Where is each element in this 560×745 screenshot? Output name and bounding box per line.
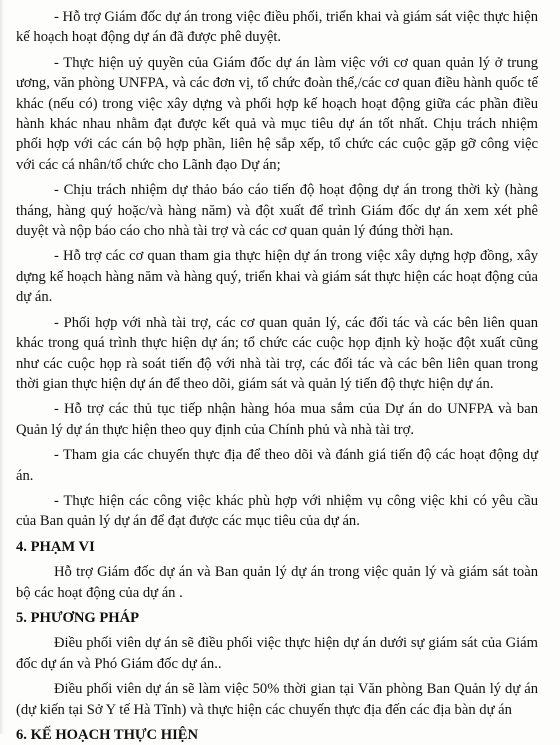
section-heading-plan: 6. KẾ HOẠCH THỰC HIỆN [16,727,199,743]
paragraph-support-agencies: - Hỗ trợ các cơ quan tham gia thực hiện dự án trong việc xây dựng hợp đồng, xây dựng kế hoạch hàng năm và hàng quý, triển khai và giám sát thực hiện các hoạt động của dự án. [16,248,538,306]
paragraph-support-director: - Hỗ trợ Giám đốc dự án trong việc điều phối, triển khai và giám sát việc thực hiện kế hoạch hoạt động dự án đã được phê duyệt. [16,9,538,46]
paragraph-method-2: Điều phối viên dự án sẽ làm việc 50% thời gian tại Văn phòng Ban Quản lý dự án (dự kiến tại Sở Y tế Hà Tĩnh) và thực hiện các chuyến thực địa đến các địa bàn dự án [16,681,538,718]
paragraph-field-trips: - Tham gia các chuyến thực địa để theo dõi và đánh giá tiến độ các hoạt động dự án. [16,447,538,484]
section-heading-method: 5. PHƯƠNG PHÁP [16,609,140,626]
paragraph-coordination: - Phối hợp với nhà tài trợ, các cơ quan quản lý, các đối tác và các bên liên quan khác trong quá trình thực hiện dự án; tổ chức các cuộc họp định kỳ hoặc đột xuất cũng như các cuộc họp rà soát tiến độ với nhà tài trợ, các đối tác và các bên liên quan trong thời gian thực hiện dự án để theo dõi, giám sát và quản lý tiến độ thực hiện dự án. [16,314,538,392]
paragraph-method-1: Điều phối viên dự án sẽ điều phối việc thực hiện dự án dưới sự giám sát của Giám đốc dự án và Phó Giám đốc dự án.. [16,635,538,672]
section-heading-scope: 4. PHẠM VI [16,538,95,555]
paragraph-authorization: - Thực hiện uỷ quyền của Giám đốc dự án làm việc với cơ quan quản lý ở trung ương, văn phòng UNFPA, và các đơn vị, tổ chức đoàn thể,/các cơ quan điều hành quốc tế khác (nếu có) trong việc xây dựng và phối hợp kế hoạch hoạt động giữa các phần điều hành khác nhau nhằm đạt được kết quả và mục tiêu dự án tốt nhất. Chịu trách nhiệm phối hợp với các cán bộ hợp phần, liên hệ sắp xếp, tổ chức các cuộc gặp gỡ công việc với các cá nhân/tổ chức cho Lãnh đạo Dự án; [16,54,538,173]
paragraph-other-tasks: - Thực hiện các công việc khác phù hợp với nhiệm vụ công việc khi có yêu cầu của Ban quản lý dự án để đạt được các mục tiêu của dự án. [16,492,538,530]
paragraph-procurement: - Hỗ trợ các thủ tục tiếp nhận hàng hóa mua sắm của Dự án do UNFPA và ban Quản lý dự án thực hiện theo quy định của Chính phủ và nhà tài trợ. [16,401,538,438]
paragraph-scope: Hỗ trợ Giám đốc dự án và Ban quản lý dự án trong việc quản lý và giám sát toàn bộ các hoạt động của dự án . [16,564,538,601]
scan-edge [0,0,4,734]
paragraph-progress-reports: - Chịu trách nhiệm dự thảo báo cáo tiến độ hoạt động dự án trong thời kỳ (hàng tháng, hàng quý hoặc/và hàng năm) và đột xuất để trình Giám đốc dự án xem xét phê duyệt và nộp báo cáo cho nhà tài trợ và các cơ quan quản lý đúng thời hạn. [16,182,538,240]
